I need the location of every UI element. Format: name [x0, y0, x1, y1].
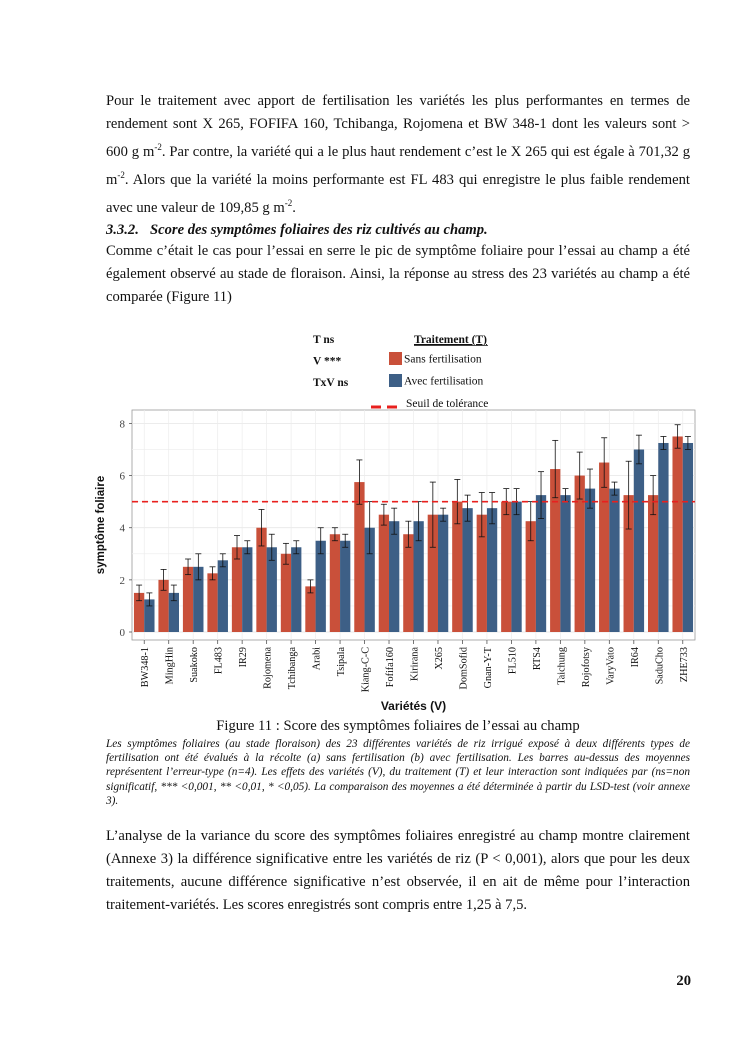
- bar-sans-tsipala: [330, 534, 340, 632]
- figure-11-chart: [0, 330, 745, 639]
- legend: [371, 334, 488, 410]
- legend-swatch-avec: [389, 374, 402, 387]
- x-axis: [0, 630, 745, 720]
- bar-avec-rojofotsy: [585, 489, 595, 632]
- stat-t: T ns: [313, 334, 335, 346]
- x-tick-label: Arabi: [311, 647, 323, 671]
- x-tick-label: VaryVato: [605, 647, 617, 685]
- x-tick-label: BW348-1: [140, 647, 152, 688]
- y-tick-label: 0: [119, 627, 125, 639]
- section-title: Score des symptômes foliaires des riz cultivés au champ.: [150, 222, 488, 238]
- section-number: 3.3.2.: [106, 222, 139, 238]
- bar-sans-varyvato: [599, 463, 609, 632]
- page-number: 20: [676, 973, 691, 989]
- stat-txv: TxV ns: [313, 377, 349, 389]
- bar-sans-ir29: [232, 547, 242, 632]
- bar-avec-ir64: [634, 450, 644, 633]
- x-tick-label: IR29: [238, 647, 250, 668]
- bar-sans-kirirana: [403, 534, 413, 632]
- bar-sans-fl510: [501, 502, 511, 632]
- stat-v: V ***: [313, 355, 342, 368]
- bar-sans-saducho: [648, 495, 658, 632]
- x-tick-label: ZHE733: [678, 647, 690, 683]
- paragraph-yield: Pour le traitement avec apport de fertilisation les variétés les plus performantes en termes de rendement sont X 265, FOFIFA 160, Tchibanga, Rojomena et BW 348-1 dont les valeurs sont > 600 g $m^{-2}$. Par contre, la variété qui a le plus haut rendement c’est le X 265 qui est égale à 701,32 g $m^{-2}$. Alors que la variété la moins performante est FL 483 qui enregistre le plus faible rendement avec une valeur de 109,85 g $m^{-2}$.: [106, 93, 690, 216]
- y-tick-label: 2: [119, 574, 125, 587]
- plot-area: [95, 410, 695, 640]
- bar-sans-fl483: [207, 573, 217, 632]
- bar-sans-suakoko: [183, 567, 193, 632]
- bar-avec-fofifa160: [389, 521, 399, 632]
- bar-avec-fl510: [511, 502, 521, 632]
- y-tick-label: 6: [119, 470, 125, 483]
- bar-avec-gnan-y-t: [487, 508, 497, 632]
- x-tick-label: Gnan-Y-T: [482, 647, 494, 689]
- bar-avec-zhe733: [683, 443, 693, 632]
- x-tick-label: Suakoko: [189, 647, 201, 683]
- x-tick-labels: [140, 640, 690, 713]
- x-tick-label: Rojofotsy: [580, 647, 592, 688]
- bar-sans-fofifa160: [379, 515, 389, 632]
- paragraph-analysis: L’analyse de la variance du score des symptômes foliaires enregistré au champ montre clairement (Annexe 3) la différence significative entre les variétés de riz (P < 0,001), alors que pour les deux traitements, aucune différence significative n’est observée, il en ait de même pour l’interaction traitement-variétés. Les scores enregistrés sont compris entre 1,25 à 7,5.: [106, 828, 690, 913]
- paragraph-intro-figure: Comme c’était le cas pour l’essai en serre le pic de symptôme foliaire pour l’essai au champ a été également observé au stade de floraison. Ainsi, la réponse au stress des 23 variétés au champ a été comparée (Figure 11): [106, 243, 690, 305]
- x-tick-label: RTS4: [531, 647, 543, 671]
- bar-sans-zhe733: [672, 436, 682, 632]
- bar-avec-ir29: [242, 547, 252, 632]
- figure-caption-title: Figure 11 : Score des symptômes foliaires de l’essai au champ: [216, 718, 580, 734]
- x-axis-label: Variétés (V): [380, 699, 447, 713]
- legend-title: Traitement (T): [414, 334, 487, 346]
- x-tick-label: Tchibanga: [287, 647, 299, 690]
- bar-avec-domsofid: [462, 508, 472, 632]
- x-tick-label: Kirirana: [409, 647, 421, 681]
- significance-stats: [313, 334, 349, 389]
- bar-avec-saducho: [658, 443, 668, 632]
- x-tick-label: IR64: [629, 647, 641, 668]
- section-heading: [106, 220, 690, 240]
- x-tick-label: FL510: [507, 647, 519, 675]
- x-tick-label: FL483: [213, 647, 225, 675]
- legend-swatch-sans: [389, 352, 402, 365]
- y-axis-label: symptôme foliaire: [95, 475, 107, 575]
- x-tick-label: Taichung: [556, 647, 568, 685]
- y-tick-label: 8: [119, 418, 125, 431]
- x-tick-label: DomSofid: [458, 647, 470, 690]
- y-tick-label: 4: [119, 522, 125, 535]
- legend-label-avec: Avec fertilisation: [404, 375, 484, 388]
- legend-label-sans: Sans fertilisation: [404, 353, 482, 366]
- bar-avec-taichung: [560, 495, 570, 632]
- x-tick-label: Rojomena: [262, 647, 274, 689]
- bar-avec-tchibanga: [291, 547, 301, 632]
- x-tick-label: X265: [433, 647, 445, 670]
- bar-sans-tchibanga: [281, 554, 291, 632]
- x-tick-label: SaduCho: [654, 647, 666, 685]
- x-tick-label: MingHin: [164, 647, 176, 685]
- bar-avec-arabi: [316, 541, 326, 632]
- x-tick-label: Tsipala: [336, 647, 348, 677]
- legend-threshold-label: Seuil de tolérance: [406, 398, 489, 410]
- figure-caption-note: Les symptômes foliaires (au stade floraison) des 23 différentes variétés de riz irrigué exposé à deux différents types de fertilisation ont été évalués à la récolte (a) sans fertilisation (b) avec fertilisation. Les barres au-dessus des moyennes représentent l’erreur-type (n=4). Les effets des variétés (V), du traitement (T) et leur interaction sont indiquées par (ns=non significatif, *** <0,001, ** <0,01, * <0,05). La comparaison des moyennes a été déterminée à partir du LSD-test (voir annexe 3).: [106, 738, 690, 807]
- bar-avec-x265: [438, 515, 448, 632]
- x-tick-label: Kiang-C-C: [360, 647, 372, 693]
- bar-avec-tsipala: [340, 541, 350, 632]
- bar-avec-fl483: [218, 560, 228, 632]
- bar-avec-varyvato: [609, 489, 619, 632]
- x-tick-label: Fofifa160: [385, 647, 397, 688]
